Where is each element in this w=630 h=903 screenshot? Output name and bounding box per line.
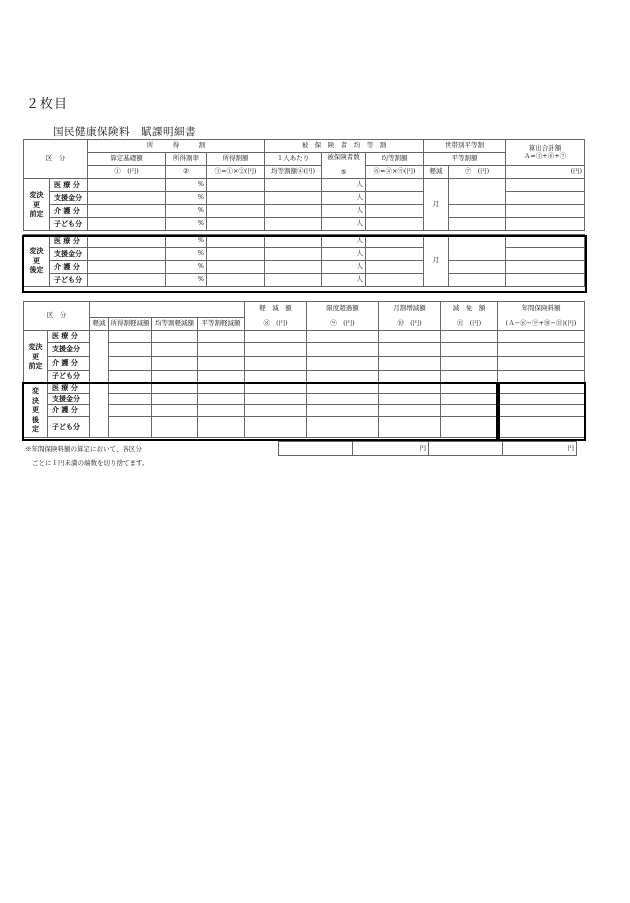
getsuwari-cell[interactable] bbox=[379, 371, 441, 383]
total-cell[interactable] bbox=[506, 192, 585, 205]
shotoku-header: 所 得 割 bbox=[88, 140, 265, 153]
ninzu-cell[interactable]: 人 bbox=[322, 261, 366, 274]
hitori-cell[interactable] bbox=[265, 192, 322, 205]
row-label: 子ども分 bbox=[48, 371, 90, 383]
row-label: 子ども分 bbox=[48, 417, 90, 438]
hitori-cell[interactable] bbox=[265, 261, 322, 274]
summary-cell-2[interactable]: 円 bbox=[353, 442, 429, 456]
kinto-cell[interactable] bbox=[366, 235, 424, 248]
getsuwari-cell[interactable] bbox=[379, 343, 441, 357]
sub-kinto: 均等割軽減額 bbox=[152, 318, 198, 331]
shotoku-keigen-cell[interactable] bbox=[109, 405, 152, 417]
heito-keigen-cell[interactable] bbox=[198, 343, 245, 357]
shotokuwari-cell[interactable] bbox=[207, 261, 265, 274]
genmen-cell[interactable] bbox=[441, 343, 498, 357]
shotokuwari-cell[interactable] bbox=[207, 274, 265, 287]
genmen-cell[interactable] bbox=[441, 417, 498, 438]
keigen-flag-cell[interactable] bbox=[90, 331, 109, 383]
total-cell[interactable] bbox=[506, 248, 585, 261]
heito-keigen-cell[interactable] bbox=[198, 383, 245, 394]
hitori-cell[interactable] bbox=[265, 274, 322, 287]
shotoku-keigen-cell[interactable] bbox=[109, 357, 152, 371]
nenkan-cell[interactable] bbox=[498, 371, 585, 383]
getsuwari-cell[interactable] bbox=[379, 417, 441, 438]
sub-shotoku: 所得割軽減額 bbox=[109, 318, 152, 331]
heito-keigen-cell[interactable] bbox=[198, 394, 245, 405]
page-label: ２枚目 bbox=[26, 97, 69, 112]
heito-cell[interactable] bbox=[449, 205, 506, 218]
footnote-line-1: ※年間保険料額の算定において、各区分 bbox=[25, 445, 142, 453]
assessment-table-2 bbox=[23, 301, 585, 438]
shotoku-keigen-cell[interactable] bbox=[109, 383, 152, 394]
row-label: 子ども分 bbox=[50, 218, 88, 231]
row-label: 支援金分 bbox=[50, 248, 88, 261]
heito-cell[interactable] bbox=[449, 235, 506, 261]
getsuwari-cell[interactable] bbox=[379, 357, 441, 371]
heito-keigen-cell[interactable] bbox=[198, 331, 245, 343]
ninzu-cell[interactable]: 人 bbox=[322, 192, 366, 205]
heito-keigen-cell[interactable] bbox=[198, 417, 245, 438]
genmen-cell[interactable] bbox=[441, 357, 498, 371]
ninzu-cell[interactable]: 人 bbox=[322, 218, 366, 231]
ritsu-cell[interactable]: % bbox=[166, 179, 207, 192]
group-before-label: 変決 更 前定 bbox=[24, 331, 48, 383]
kinto-keigen-cell[interactable] bbox=[152, 383, 198, 394]
summary-cell-4[interactable]: 円 bbox=[503, 442, 577, 456]
row-label: 医 療 分 bbox=[50, 179, 88, 192]
nenkan-cell[interactable] bbox=[498, 383, 585, 394]
keigen-cell[interactable] bbox=[245, 405, 307, 417]
total-cell[interactable] bbox=[506, 274, 585, 287]
nenkan-header: 年間保険料額 (Ａ−⑧−⑨+⑩−⑪)(円) bbox=[498, 302, 585, 331]
genmen-cell[interactable] bbox=[441, 331, 498, 343]
keigen-cell[interactable] bbox=[245, 383, 307, 394]
row-label: 介 護 分 bbox=[50, 205, 88, 218]
getsuwari-cell[interactable] bbox=[379, 405, 441, 417]
shotokuwari-cell[interactable] bbox=[207, 205, 265, 218]
keigen-cell[interactable]: 月 bbox=[424, 179, 449, 231]
keigen-cell[interactable] bbox=[245, 331, 307, 343]
kiso-cell[interactable] bbox=[88, 261, 166, 274]
genmen-cell[interactable] bbox=[441, 405, 498, 417]
ninzu-cell[interactable]: 人 bbox=[322, 274, 366, 287]
shotokuwari-header: 所得割額 bbox=[207, 153, 265, 166]
kinto-cell[interactable] bbox=[366, 192, 424, 205]
keigen-cell[interactable] bbox=[245, 357, 307, 371]
ritsu-header: 所得割率 bbox=[166, 153, 207, 166]
kiso-unit: ① (円) bbox=[88, 166, 166, 179]
ninzu-cell[interactable]: 人 bbox=[322, 179, 366, 192]
seven-header: ⑦ (円) bbox=[449, 166, 506, 179]
kinto-cell[interactable] bbox=[366, 248, 424, 261]
shotokuwari-cell[interactable] bbox=[207, 235, 265, 248]
kinto-keigen-cell[interactable] bbox=[152, 331, 198, 343]
getsuwari-cell[interactable] bbox=[379, 331, 441, 343]
group-before-label: 変決 更 前定 bbox=[24, 179, 50, 231]
kiso-cell[interactable] bbox=[88, 248, 166, 261]
heito-keigen-cell[interactable] bbox=[198, 357, 245, 371]
kinto-keigen-cell[interactable] bbox=[152, 357, 198, 371]
shotokuwari-formula: ③=①×②(円) bbox=[207, 166, 265, 179]
kiso-header: 算定基礎額 bbox=[88, 153, 166, 166]
row-label: 子ども分 bbox=[50, 274, 88, 287]
keigen-blank-top bbox=[90, 302, 245, 318]
row-label: 介 護 分 bbox=[48, 357, 90, 371]
heito-header: 平等割額 bbox=[424, 153, 506, 166]
total-header: 算出合計額 Ａ=③+⑥+⑦ bbox=[506, 140, 585, 166]
shotokuwari-cell[interactable] bbox=[207, 179, 265, 192]
kinto-keigen-cell[interactable] bbox=[152, 405, 198, 417]
total-unit: (円) bbox=[506, 166, 585, 179]
keigen-cell[interactable] bbox=[245, 343, 307, 357]
row-label: 医 療 分 bbox=[48, 331, 90, 343]
row-label: 支援金分 bbox=[50, 192, 88, 205]
row-label: 医 療 分 bbox=[50, 235, 88, 248]
keigen-cell[interactable] bbox=[245, 371, 307, 383]
group-after-label: 変 決 更 後 定 bbox=[24, 383, 48, 438]
ninzu-cell[interactable]: 人 bbox=[322, 205, 366, 218]
getsuwari-cell[interactable] bbox=[379, 383, 441, 394]
ritsu-cell[interactable]: % bbox=[166, 261, 207, 274]
row-label: 介 護 分 bbox=[48, 405, 90, 417]
keigen-flag-cell[interactable] bbox=[90, 383, 109, 438]
group-after-label: 変決 更 後定 bbox=[24, 235, 50, 287]
hitori-cell[interactable] bbox=[265, 205, 322, 218]
sub-heito: 平等割軽減額 bbox=[198, 318, 245, 331]
hihokensha-header: 被 保 険 者 均 等 割 bbox=[265, 140, 424, 153]
kinto-cell[interactable] bbox=[366, 179, 424, 192]
nenkan-cell[interactable] bbox=[498, 357, 585, 371]
shotokuwari-cell[interactable] bbox=[207, 192, 265, 205]
summary-cell-3[interactable] bbox=[429, 442, 503, 456]
shotoku-keigen-cell[interactable] bbox=[109, 331, 152, 343]
gendo-cell[interactable] bbox=[307, 371, 379, 383]
nenkan-cell[interactable] bbox=[498, 331, 585, 343]
kinto-header: 均等割額 bbox=[366, 153, 424, 166]
gendo-cell[interactable] bbox=[307, 343, 379, 357]
shotoku-keigen-cell[interactable] bbox=[109, 343, 152, 357]
ritsu-num: ② bbox=[166, 166, 207, 179]
gendo-cell[interactable] bbox=[307, 383, 379, 394]
getsuwari-cell[interactable] bbox=[379, 394, 441, 405]
nenkan-cell[interactable] bbox=[498, 417, 585, 438]
gendo-cell[interactable] bbox=[307, 405, 379, 417]
kinto-keigen-cell[interactable] bbox=[152, 343, 198, 357]
kinto-keigen-cell[interactable] bbox=[152, 417, 198, 438]
kinto-cell[interactable] bbox=[366, 274, 424, 287]
getsuwari-header: 月割増減額 ⑩ (円) bbox=[379, 302, 441, 331]
kinto-keigen-cell[interactable] bbox=[152, 371, 198, 383]
document-title: 国民健康保険料 賦課明細書 bbox=[53, 126, 196, 138]
row-label: 医 療 分 bbox=[48, 383, 90, 394]
total-cell[interactable] bbox=[506, 205, 585, 218]
keigen-header: 軽減 bbox=[424, 166, 449, 179]
gendo-cell[interactable] bbox=[307, 331, 379, 343]
genmen-cell[interactable] bbox=[441, 394, 498, 405]
ritsu-cell[interactable]: % bbox=[166, 235, 207, 248]
kiso-cell[interactable] bbox=[88, 192, 166, 205]
setai-header: 世帯別平等割 bbox=[424, 140, 506, 153]
keigen-cell[interactable]: 月 bbox=[424, 235, 449, 287]
shotokuwari-cell[interactable] bbox=[207, 218, 265, 231]
sub-keigen: 軽減 bbox=[90, 318, 109, 331]
heito-keigen-cell[interactable] bbox=[198, 371, 245, 383]
kiso-cell[interactable] bbox=[88, 235, 166, 248]
kubun-header: 区 分 bbox=[24, 140, 88, 179]
hitori-header: １人あたり bbox=[265, 153, 322, 166]
genmen-header: 減 免 額 ⑪ (円) bbox=[441, 302, 498, 331]
genmen-cell[interactable] bbox=[441, 371, 498, 383]
keigen-cell[interactable] bbox=[245, 417, 307, 438]
kubun-header: 区 分 bbox=[24, 302, 90, 331]
kinto-cell[interactable] bbox=[366, 261, 424, 274]
hitori-cell[interactable] bbox=[265, 248, 322, 261]
kiso-cell[interactable] bbox=[88, 205, 166, 218]
ninzu-header: 被保険者数 ⑤ bbox=[322, 153, 366, 179]
heito-cell[interactable] bbox=[449, 274, 506, 287]
total-cell[interactable] bbox=[506, 179, 585, 192]
nenkan-cell[interactable] bbox=[498, 343, 585, 357]
gendo-cell[interactable] bbox=[307, 417, 379, 438]
row-label: 支援金分 bbox=[48, 394, 90, 405]
kinto-cell[interactable] bbox=[366, 218, 424, 231]
hitori-cell[interactable] bbox=[265, 218, 322, 231]
total-cell[interactable] bbox=[506, 218, 585, 231]
summary-row bbox=[278, 441, 577, 456]
kiso-cell[interactable] bbox=[88, 179, 166, 192]
row-label: 介 護 分 bbox=[50, 261, 88, 274]
hitori-cell[interactable] bbox=[265, 235, 322, 248]
kiso-cell[interactable] bbox=[88, 218, 166, 231]
gendo-cell[interactable] bbox=[307, 394, 379, 405]
ritsu-cell[interactable]: % bbox=[166, 218, 207, 231]
keigen-cell[interactable] bbox=[245, 394, 307, 405]
shotoku-keigen-cell[interactable] bbox=[109, 371, 152, 383]
hitori-unit: 均等割額④(円) bbox=[265, 166, 322, 179]
keigen-header: 軽 減 額 ⑧ (円) bbox=[245, 302, 307, 331]
shotoku-keigen-cell[interactable] bbox=[109, 394, 152, 405]
total-cell[interactable] bbox=[506, 235, 585, 248]
summary-cell-1[interactable] bbox=[279, 442, 353, 456]
nenkan-cell[interactable] bbox=[498, 394, 585, 405]
ritsu-cell[interactable]: % bbox=[166, 192, 207, 205]
footnote-line-2: ごとに１円未満の端数を切り捨てます。 bbox=[32, 459, 149, 467]
ninzu-cell[interactable]: 人 bbox=[322, 248, 366, 261]
kiso-cell[interactable] bbox=[88, 274, 166, 287]
genmen-cell[interactable] bbox=[441, 383, 498, 394]
ritsu-cell[interactable]: % bbox=[166, 205, 207, 218]
gendo-cell[interactable] bbox=[307, 357, 379, 371]
kinto-formula: ⑥=④×⑤(円) bbox=[366, 166, 424, 179]
heito-keigen-cell[interactable] bbox=[198, 405, 245, 417]
shotoku-keigen-cell[interactable] bbox=[109, 417, 152, 438]
total-cell[interactable] bbox=[506, 261, 585, 274]
shotokuwari-cell[interactable] bbox=[207, 248, 265, 261]
kinto-keigen-cell[interactable] bbox=[152, 394, 198, 405]
heito-cell[interactable] bbox=[449, 218, 506, 231]
hitori-cell[interactable] bbox=[265, 179, 322, 192]
gendo-header: 限度超過額 ⑨ (円) bbox=[307, 302, 379, 331]
row-label: 支援金分 bbox=[48, 343, 90, 357]
nenkan-cell[interactable] bbox=[498, 405, 585, 417]
assessment-table-1 bbox=[23, 139, 585, 287]
heito-cell[interactable] bbox=[449, 261, 506, 274]
ninzu-cell[interactable]: 人 bbox=[322, 235, 366, 248]
ritsu-cell[interactable]: % bbox=[166, 274, 207, 287]
ritsu-cell[interactable]: % bbox=[166, 248, 207, 261]
heito-cell[interactable] bbox=[449, 179, 506, 205]
kinto-cell[interactable] bbox=[366, 205, 424, 218]
